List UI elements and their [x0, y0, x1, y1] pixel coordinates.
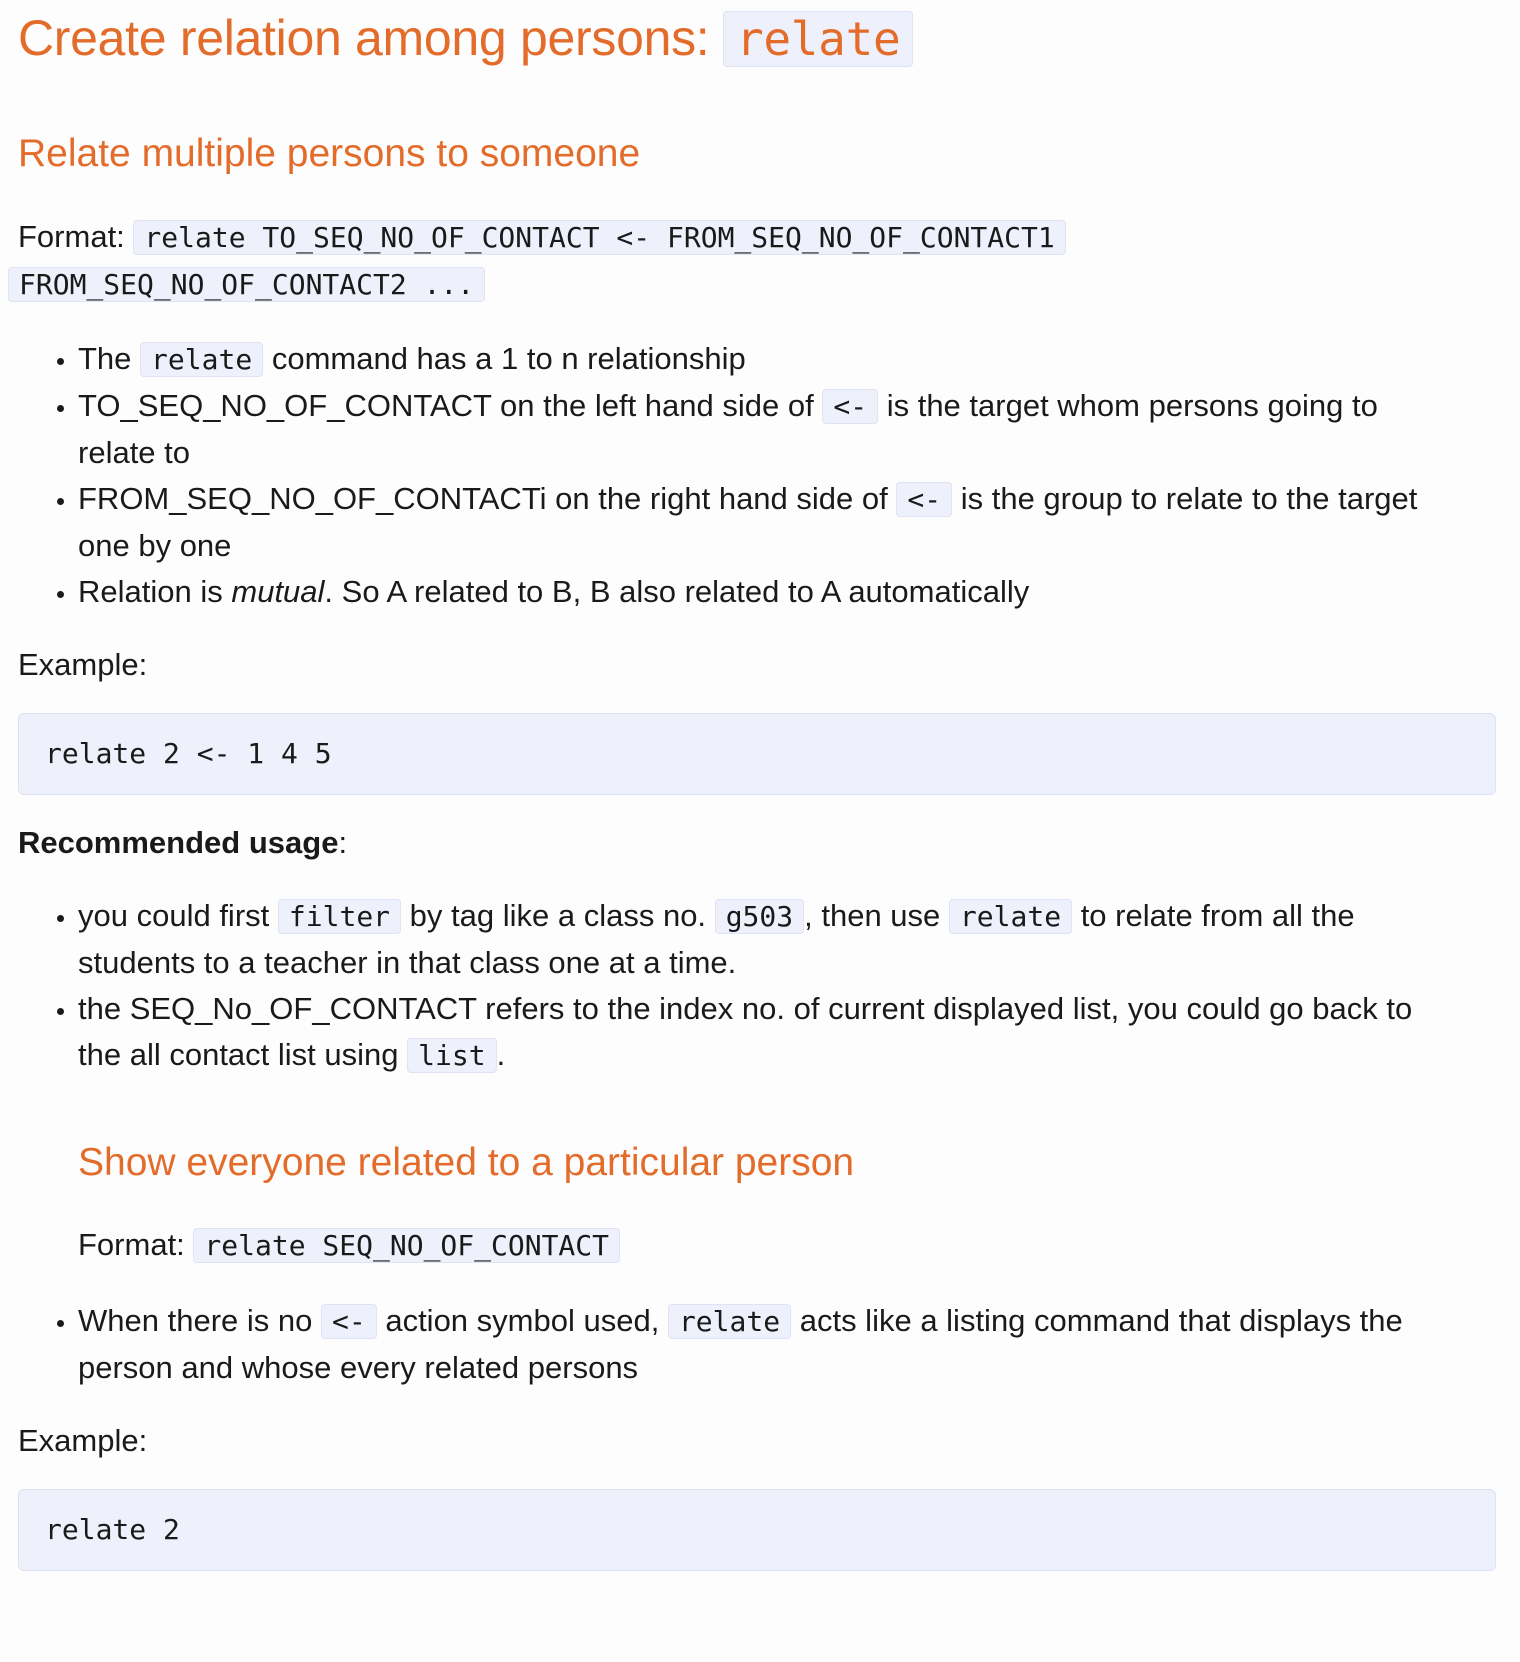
bullet-text: . So A related to B, B also related to A automatically — [324, 574, 1030, 609]
list-item — [78, 893, 1496, 986]
bullet-text: , then use — [804, 898, 941, 933]
bullet-text: one by one — [78, 528, 232, 563]
section2-heading: Show everyone related to a particular person — [78, 1141, 855, 1184]
bullet-text: The — [78, 341, 132, 376]
example-label: Example: — [18, 647, 148, 682]
list-item — [78, 383, 1496, 476]
emphasis-text: mutual — [231, 574, 325, 609]
recommended-bullets — [18, 893, 1496, 1079]
format-code: relate SEQ_NO_OF_CONTACT — [193, 1228, 620, 1263]
list-item — [78, 986, 1496, 1079]
list-item — [78, 1298, 1496, 1391]
section1-format — [18, 214, 1496, 308]
list-item — [78, 569, 1496, 615]
format-label: Format: — [78, 1227, 185, 1262]
format-label: Format: — [18, 219, 125, 254]
format-code-line1: relate TO_SEQ_NO_OF_CONTACT <- FROM_SEQ_NO_OF_CONTACT1 — [133, 220, 1065, 255]
bullet-text: students to a teacher in that class one at a time. — [78, 945, 737, 980]
inline-code: <- — [822, 389, 878, 424]
bullet-text: acts like a listing command that displays the — [799, 1303, 1403, 1338]
bullet-text: relate to — [78, 435, 191, 470]
bullet-text: person and whose every related persons — [78, 1350, 639, 1385]
example-label: Example: — [18, 1423, 148, 1458]
bullet-text: FROM_SEQ_NO_OF_CONTACTi on the right hand side of — [78, 481, 888, 516]
inline-code: relate — [949, 899, 1072, 934]
inline-code: g503 — [715, 899, 804, 934]
bullet-text: you could first — [78, 898, 270, 933]
bullet-text: is the target whom persons going to — [886, 388, 1378, 423]
bullet-text: by tag like a class no. — [409, 898, 707, 933]
bullet-text: TO_SEQ_NO_OF_CONTACT on the left hand side of — [78, 388, 814, 423]
list-item — [78, 336, 1496, 383]
inline-code: filter — [278, 899, 401, 934]
list-item — [78, 476, 1496, 569]
bullet-text: action symbol used, — [385, 1303, 660, 1338]
bullet-text: is the group to relate to the target — [960, 481, 1418, 516]
inline-code: <- — [321, 1304, 377, 1339]
inline-code: list — [407, 1038, 496, 1073]
recommended-usage — [18, 819, 1496, 867]
bullet-text: to relate from all the — [1080, 898, 1355, 933]
bullet-text: Relation is — [78, 574, 223, 609]
inline-code: <- — [896, 482, 952, 517]
example-code-block: relate 2 <- 1 4 5 — [18, 713, 1496, 795]
example-code-block: relate 2 — [18, 1489, 1496, 1571]
section2-bullets — [18, 1298, 1496, 1391]
inline-code: relate — [668, 1304, 791, 1339]
format-code-line2: FROM_SEQ_NO_OF_CONTACT2 ... — [8, 267, 485, 302]
section1-bullets — [18, 336, 1496, 615]
section2-format — [78, 1221, 1496, 1270]
recommended-label: Recommended usage — [18, 825, 339, 860]
section1-heading: Relate multiple persons to someone — [18, 132, 641, 175]
inline-code: relate — [140, 342, 263, 377]
recommended-colon: : — [338, 825, 348, 860]
section2 — [18, 1135, 1496, 1270]
page-title-code: relate — [723, 11, 913, 67]
page-title — [18, 0, 1496, 76]
bullet-text: the all contact list using — [78, 1037, 399, 1072]
bullet-text: . — [496, 1037, 506, 1072]
bullet-text: command has a 1 to n relationship — [271, 341, 746, 376]
bullet-text: the SEQ_No_OF_CONTACT refers to the index no. of current displayed list, you could go back to — [78, 991, 1413, 1026]
bullet-text: When there is no — [78, 1303, 313, 1338]
page-title-text: Create relation among persons: — [18, 10, 710, 66]
